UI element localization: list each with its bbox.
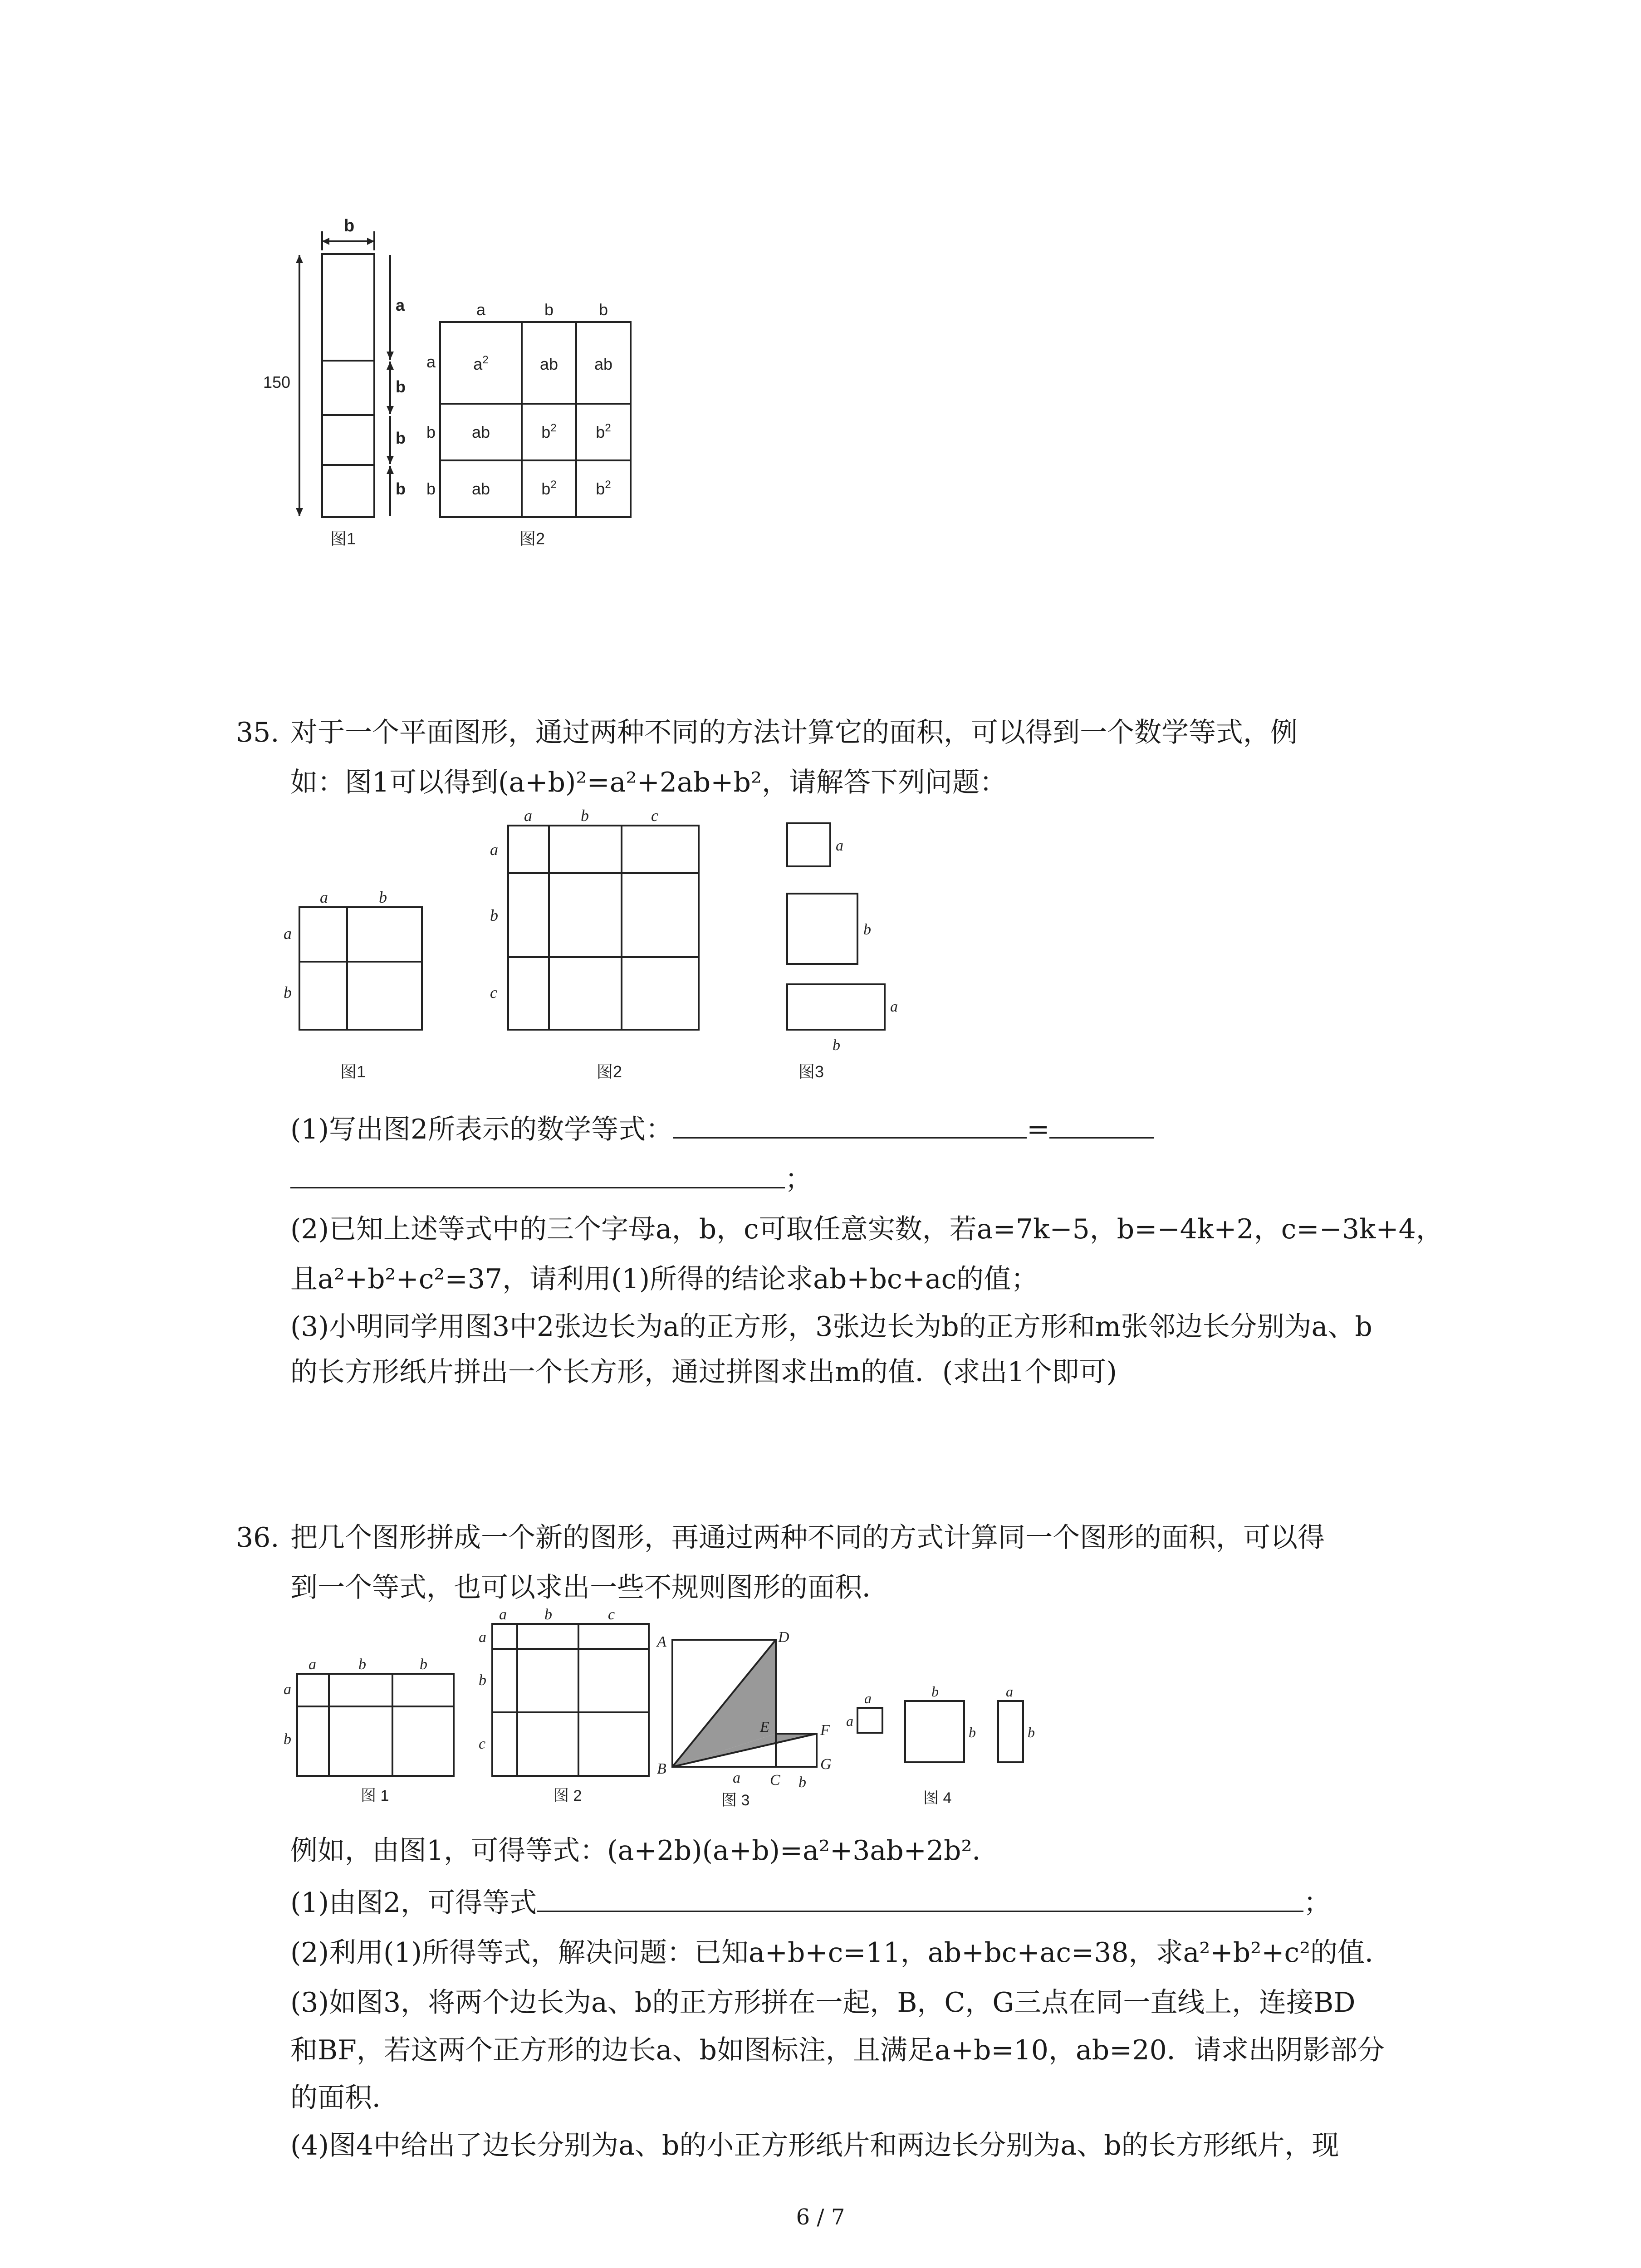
q36-figures [272,1606,1066,1833]
q36-example: 例如，由图1，可得等式：(a+2b)(a+b)=a²+3ab+2b²． [290,1835,999,1867]
q36-fig3-point: C [770,1772,780,1789]
q35-fig1-caption: 图1 [340,1062,366,1081]
q35-fig1 [299,907,422,1030]
q36-fig4-caption: 图 4 [923,1789,952,1807]
q35-part1-answer-blank-cont[interactable] [290,1155,785,1188]
top-fig2-cell-label: ab [539,355,558,373]
q35-fig2 [508,826,699,1030]
q35-fig3-caption: 图3 [798,1062,824,1081]
q35-fig2-left-label: a [490,841,498,859]
q36-fig4-label: a [846,1713,853,1729]
top-fig2-col-label: a [476,300,486,319]
top-fig2-cell-label: $b^2$ [541,479,557,498]
q36-part3-line2 [236,2023,1461,2077]
q35-part1-line1 [236,1102,1461,1157]
q36-part3-line1 [236,1975,1461,2030]
q36-fig2-top-label: a [499,1606,507,1623]
q35-fig2-left-label: c [490,983,497,1002]
q36-fig2 [492,1624,649,1776]
q36-fig1-top-label: b [358,1656,366,1673]
top-fig1-seg-label: b [396,479,406,498]
q36-part1-end: ； [1303,1887,1331,1919]
q36-part3b: 和BF，若这两个正方形的边长a、b如图标注，且满足a+b=10，ab=20．请求出阴影部分 [290,2034,1385,2066]
q36-part2: (2)利用(1)所得等式，解决问题：已知a+b+c=11，ab+bc+ac=38，求a²+b²+c²的值． [290,1937,1392,1969]
top-fig2-row-label: b [426,423,436,441]
q36-part3a: (3)如图3，将两个边长为a、b的正方形拼在一起，B，C，G三点在同一直线上，连接BD [290,1987,1356,2019]
q36-fig4-label: a [864,1690,872,1706]
q36-fig4-label: b [969,1724,976,1740]
top-fig1-seg-label: a [396,296,405,314]
top-fig2-row-label: b [426,479,436,498]
q35-fig1-top-label: a [320,888,328,906]
q35-fig3-label: a [890,998,898,1015]
q36-part4: (4)图4中给出了边长分别为a、b的小正方形纸片和两边长分别为a、b的长方形纸片，现 [290,2130,1339,2161]
q35-fig2-top-label: b [581,807,589,825]
q36-part3c: 的面积． [290,2082,399,2114]
top-fig2-cell-label: $b^2$ [596,422,611,441]
top-fig2-cell-label: $a^2$ [473,354,489,373]
q35-part1-equals: = [1027,1114,1050,1145]
q36-fig2-caption: 图 2 [554,1787,582,1804]
q35-part3a: (3)小明同学用图3中2张边长为a的正方形，3张边长为b的正方形和m张邻边长分别为a、b [290,1311,1372,1343]
page-number: 6 / 7 [796,2204,845,2230]
top-fig2-caption: 图2 [519,529,545,548]
q36-fig3-point: G [820,1756,832,1773]
q35-fig2-top-label: c [651,807,658,825]
top-fig1-seg-label: b [396,377,406,396]
q35-part1-end: ； [785,1163,812,1195]
q36-fig1 [297,1674,454,1776]
q35-intro1: 对于一个平面图形，通过两种不同的方法计算它的面积，可以得到一个数学等式，例 [290,717,1298,748]
q36-fig1-top-label: a [309,1656,316,1673]
q36-fig3 [672,1640,817,1767]
q36-fig3-point: D [778,1629,789,1646]
top-fig2-cell-label: ab [471,479,490,498]
q35-intro-line2 [236,755,1461,810]
q36-part3-line3 [236,2071,1461,2125]
top-fig1-caption: 图1 [330,529,356,548]
q36-fig2-top-label: b [544,1606,552,1623]
q36-part2-line [236,1926,1461,1980]
q36-fig2-left-label: a [479,1629,486,1646]
q36-number: 36. [236,1522,279,1554]
q36-fig4-label: a [1006,1683,1013,1700]
top-fig2-cell-label: ab [594,355,613,373]
top-figures [254,213,708,558]
q36-fig3-point: F [820,1722,830,1739]
q35-fig2-caption: 图2 [597,1062,622,1081]
top-fig2-col-label: b [599,300,608,319]
q36-intro2: 到一个等式，也可以求出一些不规则图形的面积． [290,1572,889,1603]
q36-fig4 [857,1701,1023,1762]
q36-fig1-left-label: a [284,1681,291,1698]
q36-fig2-left-label: b [479,1672,486,1689]
top-fig2-cell-label: $b^2$ [596,479,611,498]
q36-fig3-caption: 图 3 [721,1792,750,1809]
q36-fig3-bottom-label: b [798,1774,806,1791]
q36-fig4-label: b [1028,1724,1035,1740]
q35-fig2-top-label: a [524,807,532,825]
q36-fig1-top-label: b [420,1656,427,1673]
top-fig2-col-label: b [544,300,554,319]
q35-fig3-label: a [836,837,843,854]
q35-part1-answer-blank-right[interactable] [1049,1105,1154,1139]
q35-intro-line1 [236,705,1461,760]
q35-fig2-left-label: b [490,906,498,924]
q35-part1-line2 [236,1152,1461,1207]
q36-part1-answer-blank[interactable] [537,1879,1303,1912]
q35-fig3-label: b [863,921,871,938]
q36-part4-line1 [236,2118,1461,2173]
q35-fig3-label: b [833,1037,840,1054]
q35-part2-line1 [236,1202,1461,1256]
q35-part3b: 的长方形纸片拼出一个长方形，通过拼图求出m的值．(求出1个即可) [290,1356,1117,1388]
q35-intro2: 如：图1可以得到(a+b)²=a²+2ab+b²，请解答下列问题： [290,767,1007,798]
top-fig2-cells [472,354,612,498]
top-fig1-seg-label: b [396,429,406,447]
q36-fig3-point: B [657,1760,666,1777]
q36-example-line [236,1823,1461,1878]
q35-part1-text: (1)写出图2所表示的数学等式： [290,1114,673,1145]
q36-fig3-point: E [760,1719,769,1735]
top-fig2-cell-label: $b^2$ [541,422,557,441]
q35-fig1-left-label: b [284,983,292,1002]
top-fig1-width-label: b [344,216,355,235]
q36-fig4-label: b [931,1683,939,1700]
top-fig1 [296,231,394,517]
q36-part1-line [236,1876,1461,1930]
q36-fig1-caption: 图 1 [361,1787,389,1804]
q35-part2b: 且a²+b²+c²=37，请利用(1)所得的结论求ab+bc+ac的值； [290,1263,1038,1295]
q35-part3-line2 [236,1345,1461,1399]
top-fig2-cell-label: ab [471,423,490,441]
q35-fig1-top-label: b [379,888,387,906]
top-fig2-row-label: a [426,352,436,371]
q35-part2-line2 [236,1252,1461,1306]
q36-part1-text: (1)由图2，可得等式 [290,1887,537,1919]
q36-intro1: 把几个图形拼成一个新的图形，再通过两种不同的方式计算同一个图形的面积，可以得 [290,1522,1325,1554]
q35-part2a: (2)已知上述等式中的三个字母a，b，c可取任意实数，若a=7k−5，b=−4k+2，c=−3k+4， [290,1213,1443,1245]
q36-fig3-point: A [657,1633,666,1650]
q36-fig1-left-label: b [284,1731,291,1748]
q35-number: 35. [236,717,279,748]
q35-part1-answer-blank-left[interactable] [673,1105,1027,1139]
q35-fig1-left-label: a [284,924,292,943]
q36-fig2-left-label: c [479,1735,486,1752]
q36-intro-line1 [236,1510,1461,1565]
q36-fig3-bottom-label: a [733,1769,740,1786]
top-fig1-height-label: 150 [263,373,291,391]
q36-fig2-top-label: c [608,1606,615,1623]
q35-figures [272,803,930,1093]
